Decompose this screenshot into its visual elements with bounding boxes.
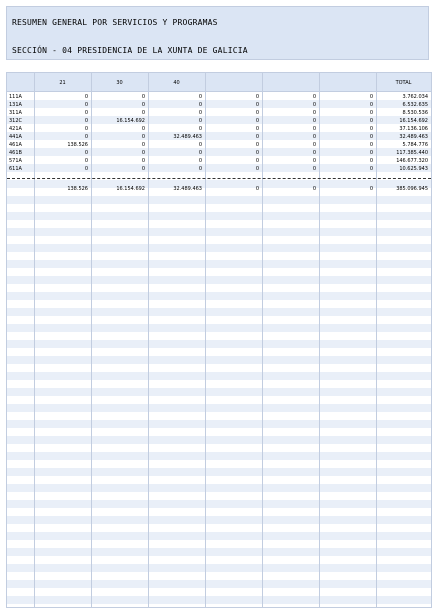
table-cell: 0 xyxy=(312,166,316,172)
table-cell: 0 xyxy=(369,110,373,116)
table-cell: 0 xyxy=(312,110,316,116)
table-cell: 0 xyxy=(141,102,145,108)
table-cell: 0 xyxy=(141,110,145,116)
total-cell: 0 xyxy=(312,186,316,192)
table-cell: 0 xyxy=(84,158,88,164)
table-cell: 0 xyxy=(312,142,316,148)
table-cell: 138.526 xyxy=(67,142,88,148)
column-header: 40 xyxy=(173,80,180,86)
table-cell: 0 xyxy=(255,142,259,148)
report-title: RESUMEN GENERAL POR SERVICIOS Y PROGRAMAS xyxy=(12,18,218,27)
table-cell: 32.489.463 xyxy=(399,134,428,140)
table-cell: 0 xyxy=(255,134,259,140)
table-cell: 0 xyxy=(312,150,316,156)
total-cell: 32.489.463 xyxy=(173,186,202,192)
table-cell: 0 xyxy=(141,134,145,140)
table-cell: 0 xyxy=(369,158,373,164)
table-cell: 5.784.776 xyxy=(402,142,428,148)
table-cell: 0 xyxy=(84,94,88,100)
table-cell: 0 xyxy=(141,94,145,100)
table-cell: 0 xyxy=(312,118,316,124)
report-header xyxy=(6,6,429,60)
total-cell: 385.096.945 xyxy=(396,186,428,192)
table-cell: 8.530.536 xyxy=(402,110,428,116)
section-title: SECCIÓN - 04 PRESIDENCIA DE LA XUNTA DE GALICIA xyxy=(12,46,248,55)
program-code: 111A xyxy=(9,94,22,100)
table-cell: 0 xyxy=(84,150,88,156)
column-divider xyxy=(376,73,377,607)
table-cell: 0 xyxy=(84,134,88,140)
table-cell: 0 xyxy=(141,166,145,172)
table-cell: 0 xyxy=(369,166,373,172)
program-code: 421A xyxy=(9,126,22,132)
table-cell: 16.154.692 xyxy=(116,118,145,124)
column-header: 21 xyxy=(59,80,66,86)
total-cell: 0 xyxy=(255,186,259,192)
total-cell: 0 xyxy=(369,186,373,192)
program-code: 461A xyxy=(9,142,22,148)
table-cell: 146.677.320 xyxy=(396,158,428,164)
table-cell: 0 xyxy=(369,134,373,140)
total-cell: 16.154.692 xyxy=(116,186,145,192)
table-cell: 0 xyxy=(84,166,88,172)
table-cell: 0 xyxy=(198,142,202,148)
column-header: 30 xyxy=(116,80,123,86)
program-code: 131A xyxy=(9,102,22,108)
column-divider xyxy=(91,73,92,607)
table-cell: 0 xyxy=(255,166,259,172)
table-cell: 0 xyxy=(369,142,373,148)
table-cell: 10.625.943 xyxy=(399,166,428,172)
total-cell: 138.526 xyxy=(67,186,88,192)
table-cell: 0 xyxy=(84,126,88,132)
table-cell: 0 xyxy=(312,102,316,108)
table-cell: 0 xyxy=(312,158,316,164)
column-divider xyxy=(319,73,320,607)
program-code: 461B xyxy=(9,150,22,156)
table-cell: 0 xyxy=(312,134,316,140)
table-cell: 3.762.034 xyxy=(402,94,428,100)
table-cell: 0 xyxy=(198,118,202,124)
totals-separator xyxy=(7,178,431,179)
table-cell: 0 xyxy=(198,150,202,156)
program-code: 311A xyxy=(9,110,22,116)
table-cell: 0 xyxy=(141,150,145,156)
table-cell: 0 xyxy=(141,126,145,132)
table-cell: 37.136.106 xyxy=(399,126,428,132)
table-cell: 6.532.635 xyxy=(402,102,428,108)
table-cell: 0 xyxy=(84,102,88,108)
program-code: 312C xyxy=(9,118,23,124)
column-divider xyxy=(34,73,35,607)
table-cell: 0 xyxy=(198,94,202,100)
table-cell: 0 xyxy=(255,118,259,124)
row-stripes xyxy=(7,92,431,607)
table-cell: 0 xyxy=(255,158,259,164)
summary-table xyxy=(6,72,432,608)
table-cell: 0 xyxy=(198,158,202,164)
table-cell: 0 xyxy=(369,102,373,108)
program-code: 611A xyxy=(9,166,22,172)
table-cell: 0 xyxy=(255,94,259,100)
table-cell: 0 xyxy=(255,110,259,116)
table-cell: 0 xyxy=(312,94,316,100)
table-cell: 0 xyxy=(198,102,202,108)
column-divider xyxy=(148,73,149,607)
table-cell: 0 xyxy=(312,126,316,132)
table-cell: 0 xyxy=(141,158,145,164)
table-cell: 0 xyxy=(369,118,373,124)
table-cell: 0 xyxy=(369,150,373,156)
table-cell: 0 xyxy=(198,110,202,116)
table-cell: 117.385.440 xyxy=(396,150,428,156)
column-header: TOTAL xyxy=(395,80,412,86)
table-cell: 0 xyxy=(141,142,145,148)
table-cell: 0 xyxy=(255,102,259,108)
table-cell: 0 xyxy=(198,166,202,172)
table-cell: 16.154.692 xyxy=(399,118,428,124)
table-cell: 0 xyxy=(369,126,373,132)
program-code: 441A xyxy=(9,134,22,140)
table-cell: 0 xyxy=(255,150,259,156)
column-divider xyxy=(262,73,263,607)
column-divider xyxy=(205,73,206,607)
program-code: 571A xyxy=(9,158,22,164)
table-cell: 0 xyxy=(198,126,202,132)
table-cell: 0 xyxy=(84,118,88,124)
table-cell: 0 xyxy=(369,94,373,100)
table-cell: 32.489.463 xyxy=(173,134,202,140)
table-cell: 0 xyxy=(255,126,259,132)
table-cell: 0 xyxy=(84,110,88,116)
